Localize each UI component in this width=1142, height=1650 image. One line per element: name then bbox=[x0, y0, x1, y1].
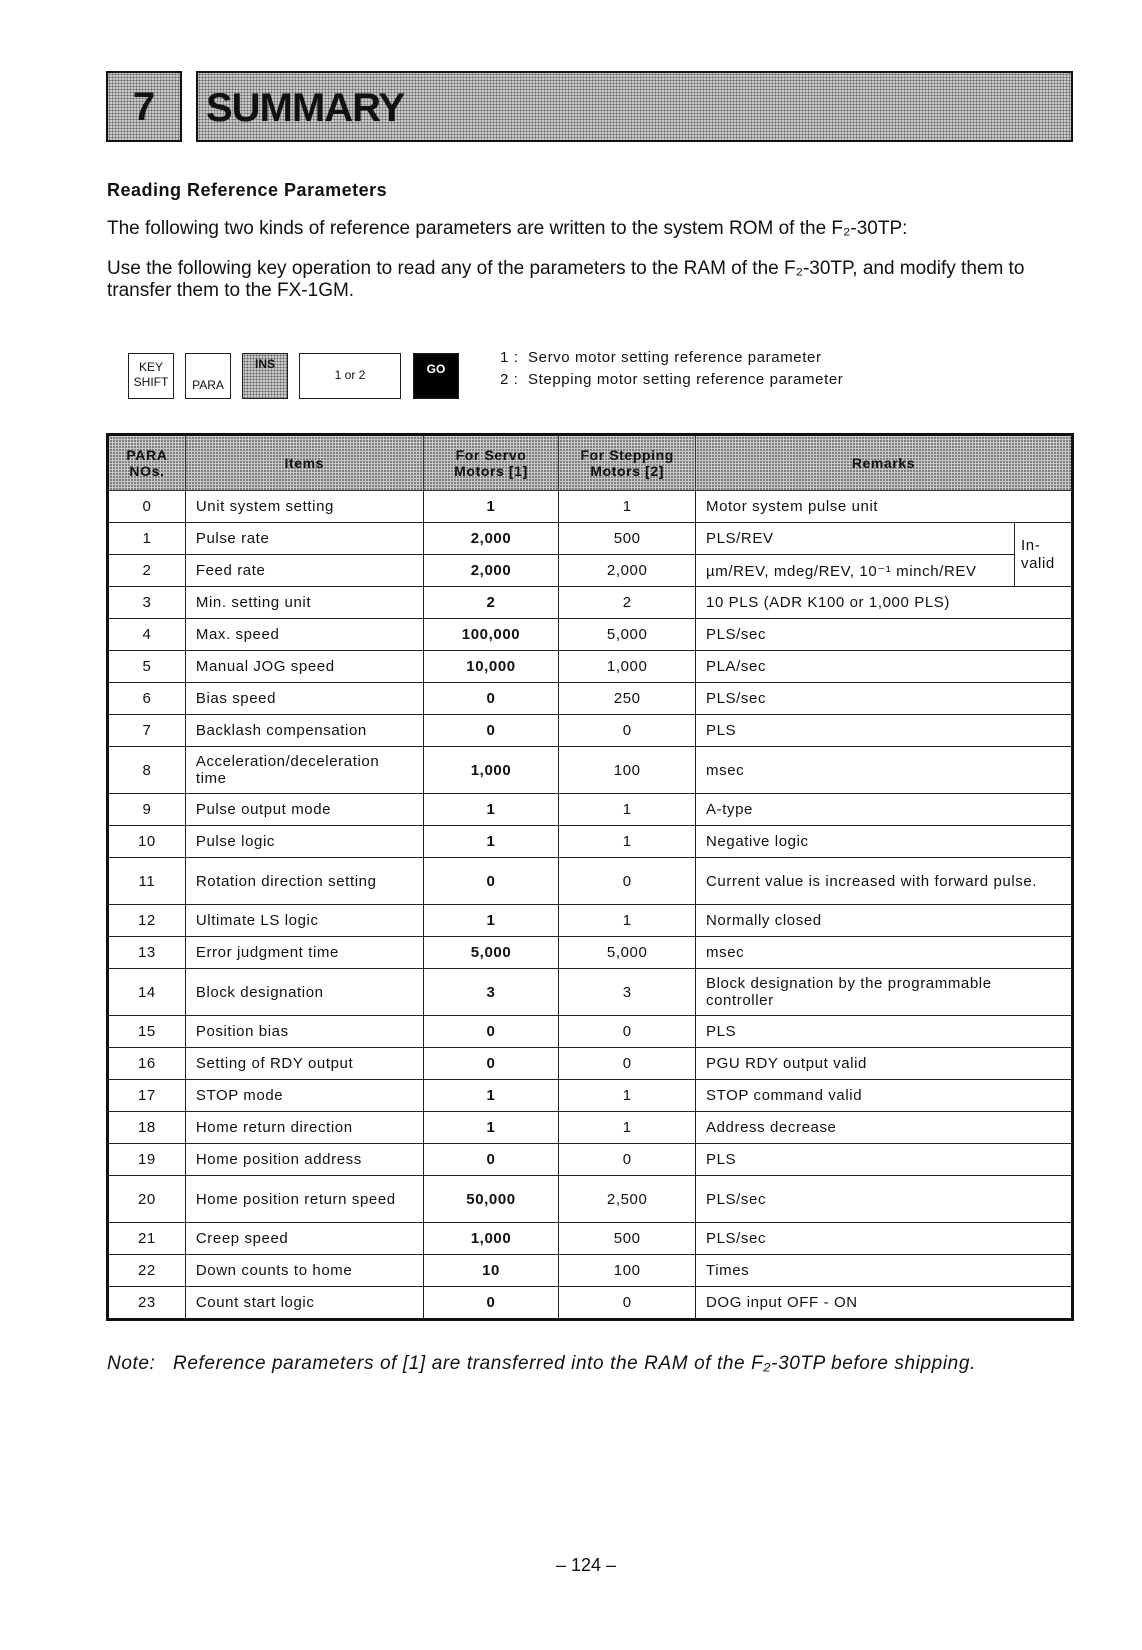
remarks: Address decrease bbox=[696, 1112, 1073, 1144]
legend-text: Stepping motor setting reference parameter bbox=[528, 371, 844, 388]
remarks: PLS/sec bbox=[696, 1176, 1073, 1223]
table-row bbox=[108, 969, 1073, 1016]
stepping-value: 1 bbox=[559, 794, 696, 826]
stepping-value: 2,500 bbox=[559, 1176, 696, 1223]
para-no: 5 bbox=[108, 651, 186, 683]
stepping-value: 250 bbox=[559, 683, 696, 715]
para-no: 19 bbox=[108, 1144, 186, 1176]
para-no: 18 bbox=[108, 1112, 186, 1144]
item-name: Home position address bbox=[185, 1144, 423, 1176]
item-name: Count start logic bbox=[185, 1287, 423, 1320]
item-name: Rotation direction setting bbox=[185, 858, 423, 905]
stepping-value: 0 bbox=[559, 715, 696, 747]
table-row bbox=[108, 555, 1073, 587]
item-name: Pulse output mode bbox=[185, 794, 423, 826]
remarks: 10 PLS (ADR K100 or 1,000 PLS) bbox=[696, 587, 1073, 619]
remarks: PLA/sec bbox=[696, 651, 1073, 683]
note: Note: Reference parameters of [1] are transferred into the RAM of the F₂-30TP before shipping. bbox=[107, 1353, 976, 1374]
servo-value: 0 bbox=[423, 715, 559, 747]
table-row bbox=[108, 619, 1073, 651]
table-row bbox=[108, 1287, 1073, 1320]
item-name: Unit system setting bbox=[185, 491, 423, 523]
servo-value: 10 bbox=[423, 1255, 559, 1287]
item-name: Min. setting unit bbox=[185, 587, 423, 619]
legend-item bbox=[500, 371, 843, 388]
remarks: PLS/sec bbox=[696, 1223, 1073, 1255]
remarks: Normally closed bbox=[696, 905, 1073, 937]
para-no: 17 bbox=[108, 1080, 186, 1112]
key-label: SHIFT bbox=[133, 375, 169, 389]
intro-paragraph: The following two kinds of reference parameters are written to the system ROM of the F₂-30TP: bbox=[107, 218, 908, 239]
remarks: STOP command valid bbox=[696, 1080, 1073, 1112]
table-row bbox=[108, 1255, 1073, 1287]
ins-key: INS bbox=[242, 353, 288, 399]
servo-value: 0 bbox=[423, 1287, 559, 1320]
stepping-value: 0 bbox=[559, 858, 696, 905]
stepping-value: 0 bbox=[559, 1016, 696, 1048]
stepping-value: 500 bbox=[559, 523, 696, 555]
remarks: Negative logic bbox=[696, 826, 1073, 858]
remarks: Block designation by the programmable controller bbox=[696, 969, 1073, 1016]
stepping-value: 5,000 bbox=[559, 619, 696, 651]
para-no: 2 bbox=[108, 555, 186, 587]
para-no: 1 bbox=[108, 523, 186, 555]
item-name: Max. speed bbox=[185, 619, 423, 651]
instruction-paragraph: Use the following key operation to read any of the parameters to the RAM of the F₂-30TP, and modify them to transfer them to the FX-1GM. bbox=[107, 258, 1025, 301]
table-row bbox=[108, 523, 1073, 555]
remarks: PLS bbox=[696, 1144, 1073, 1176]
stepping-value: 100 bbox=[559, 1255, 696, 1287]
table-row bbox=[108, 826, 1073, 858]
item-name: Error judgment time bbox=[185, 937, 423, 969]
stepping-value: 1 bbox=[559, 1080, 696, 1112]
legend-number: 1 : bbox=[500, 349, 519, 366]
header-servo: For Servo Motors [1] bbox=[423, 435, 559, 491]
remarks: PLS bbox=[696, 715, 1073, 747]
para-no: 7 bbox=[108, 715, 186, 747]
header-para-nos: PARA NOs. bbox=[108, 435, 186, 491]
remarks: Current value is increased with forward pulse. bbox=[696, 858, 1073, 905]
table-row bbox=[108, 1176, 1073, 1223]
para-no: 0 bbox=[108, 491, 186, 523]
para-no: 23 bbox=[108, 1287, 186, 1320]
key-shift-key bbox=[128, 353, 174, 399]
remarks: Motor system pulse unit bbox=[696, 491, 1073, 523]
stepping-value: 5,000 bbox=[559, 937, 696, 969]
para-no: 3 bbox=[108, 587, 186, 619]
servo-value: 5,000 bbox=[423, 937, 559, 969]
stepping-value: 1 bbox=[559, 826, 696, 858]
servo-value: 0 bbox=[423, 858, 559, 905]
stepping-value: 1 bbox=[559, 905, 696, 937]
remarks: PLS/REV bbox=[696, 523, 1015, 555]
header-items: Items bbox=[185, 435, 423, 491]
remarks: µm/REV, mdeg/REV, 10⁻¹ minch/REV bbox=[696, 555, 1015, 587]
servo-value: 1 bbox=[423, 491, 559, 523]
section-title: Reading Reference Parameters bbox=[107, 180, 388, 200]
item-name: Position bias bbox=[185, 1016, 423, 1048]
item-name: Backlash compensation bbox=[185, 715, 423, 747]
servo-value: 50,000 bbox=[423, 1176, 559, 1223]
item-name: STOP mode bbox=[185, 1080, 423, 1112]
servo-value: 10,000 bbox=[423, 651, 559, 683]
go-key: GO bbox=[413, 353, 459, 399]
servo-value: 2,000 bbox=[423, 555, 559, 587]
item-name: Pulse logic bbox=[185, 826, 423, 858]
remarks: Times bbox=[696, 1255, 1073, 1287]
key-label: KEY bbox=[138, 360, 163, 374]
remarks: PGU RDY output valid bbox=[696, 1048, 1073, 1080]
servo-value: 1 bbox=[423, 1080, 559, 1112]
para-no: 8 bbox=[108, 747, 186, 794]
stepping-value: 3 bbox=[559, 969, 696, 1016]
remarks: msec bbox=[696, 937, 1073, 969]
para-no: 13 bbox=[108, 937, 186, 969]
item-name: Ultimate LS logic bbox=[185, 905, 423, 937]
stepping-value: 0 bbox=[559, 1048, 696, 1080]
item-name: Feed rate bbox=[185, 555, 423, 587]
stepping-value: 0 bbox=[559, 1144, 696, 1176]
table-row bbox=[108, 715, 1073, 747]
item-name: Down counts to home bbox=[185, 1255, 423, 1287]
stepping-value: 1 bbox=[559, 1112, 696, 1144]
table-row bbox=[108, 858, 1073, 905]
servo-value: 0 bbox=[423, 1144, 559, 1176]
table-row bbox=[108, 1112, 1073, 1144]
stepping-value: 2,000 bbox=[559, 555, 696, 587]
servo-value: 0 bbox=[423, 683, 559, 715]
header-stepping: For Stepping Motors [2] bbox=[559, 435, 696, 491]
table-row bbox=[108, 1048, 1073, 1080]
legend-number: 2 : bbox=[500, 371, 519, 388]
legend-item bbox=[500, 349, 822, 366]
page-number: – 124 – bbox=[556, 1555, 617, 1575]
item-name: Acceleration/deceleration time bbox=[185, 747, 423, 794]
servo-value: 100,000 bbox=[423, 619, 559, 651]
remarks: DOG input OFF - ON bbox=[696, 1287, 1073, 1320]
para-key: PARA bbox=[185, 353, 231, 399]
table-row bbox=[108, 747, 1073, 794]
para-no: 15 bbox=[108, 1016, 186, 1048]
table-row bbox=[108, 1016, 1073, 1048]
servo-value: 1 bbox=[423, 1112, 559, 1144]
table-row bbox=[108, 1223, 1073, 1255]
item-name: Home return direction bbox=[185, 1112, 423, 1144]
legend-text: Servo motor setting reference parameter bbox=[528, 349, 822, 366]
remarks: PLS/sec bbox=[696, 619, 1073, 651]
stepping-value: 2 bbox=[559, 587, 696, 619]
item-name: Manual JOG speed bbox=[185, 651, 423, 683]
servo-value: 0 bbox=[423, 1016, 559, 1048]
para-no: 12 bbox=[108, 905, 186, 937]
stepping-value: 100 bbox=[559, 747, 696, 794]
table-row bbox=[108, 1144, 1073, 1176]
value-key: 1 or 2 bbox=[299, 353, 401, 399]
stepping-value: 0 bbox=[559, 1287, 696, 1320]
table-row bbox=[108, 794, 1073, 826]
table-row bbox=[108, 491, 1073, 523]
remarks: msec bbox=[696, 747, 1073, 794]
para-no: 11 bbox=[108, 858, 186, 905]
item-name: Home position return speed bbox=[185, 1176, 423, 1223]
item-name: Creep speed bbox=[185, 1223, 423, 1255]
servo-value: 0 bbox=[423, 1048, 559, 1080]
para-no: 16 bbox=[108, 1048, 186, 1080]
stepping-value: 1 bbox=[559, 491, 696, 523]
para-no: 14 bbox=[108, 969, 186, 1016]
table-row bbox=[108, 937, 1073, 969]
servo-value: 1 bbox=[423, 794, 559, 826]
para-no: 21 bbox=[108, 1223, 186, 1255]
invalid-note: In- valid bbox=[1015, 523, 1073, 587]
reference-parameters-table bbox=[106, 433, 1074, 1321]
item-name: Block designation bbox=[185, 969, 423, 1016]
table-row bbox=[108, 1080, 1073, 1112]
remarks: A-type bbox=[696, 794, 1073, 826]
para-no: 9 bbox=[108, 794, 186, 826]
servo-value: 1,000 bbox=[423, 747, 559, 794]
servo-value: 1,000 bbox=[423, 1223, 559, 1255]
servo-value: 1 bbox=[423, 905, 559, 937]
table-row bbox=[108, 587, 1073, 619]
para-no: 6 bbox=[108, 683, 186, 715]
para-no: 20 bbox=[108, 1176, 186, 1223]
para-no: 4 bbox=[108, 619, 186, 651]
remarks: PLS/sec bbox=[696, 683, 1073, 715]
servo-value: 1 bbox=[423, 826, 559, 858]
item-name: Setting of RDY output bbox=[185, 1048, 423, 1080]
servo-value: 2,000 bbox=[423, 523, 559, 555]
chapter-number: 7 bbox=[106, 71, 182, 142]
remarks: PLS bbox=[696, 1016, 1073, 1048]
stepping-value: 500 bbox=[559, 1223, 696, 1255]
table-row bbox=[108, 651, 1073, 683]
item-name: Pulse rate bbox=[185, 523, 423, 555]
servo-value: 2 bbox=[423, 587, 559, 619]
item-name: Bias speed bbox=[185, 683, 423, 715]
table-row bbox=[108, 683, 1073, 715]
para-no: 22 bbox=[108, 1255, 186, 1287]
table-row bbox=[108, 905, 1073, 937]
servo-value: 3 bbox=[423, 969, 559, 1016]
stepping-value: 1,000 bbox=[559, 651, 696, 683]
header-remarks: Remarks bbox=[696, 435, 1073, 491]
chapter-title: SUMMARY bbox=[196, 71, 1073, 142]
para-no: 10 bbox=[108, 826, 186, 858]
